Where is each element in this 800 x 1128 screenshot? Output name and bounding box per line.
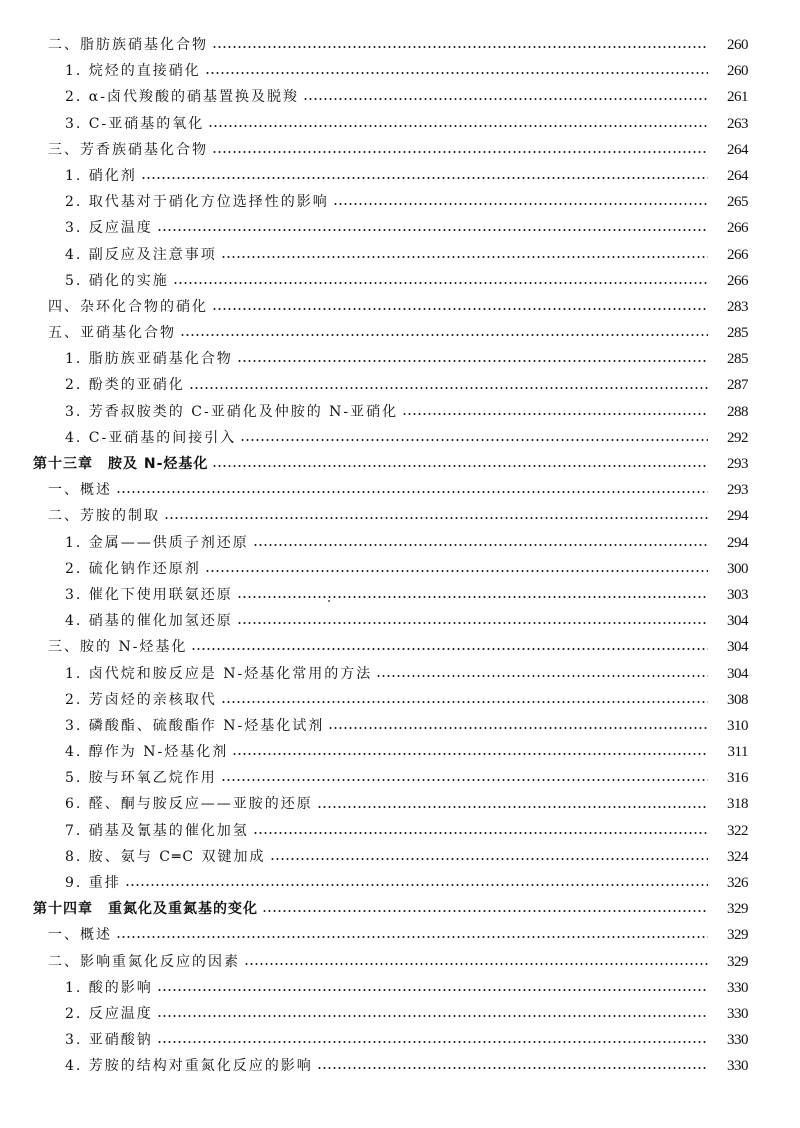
- dot-leader: [303, 98, 708, 100]
- toc-entry-title: 2. α-卤代羧酸的硝基置换及脱羧: [65, 84, 303, 110]
- dot-leader: [262, 910, 708, 912]
- dot-leader: [116, 936, 708, 938]
- dot-leader: [157, 1015, 708, 1017]
- toc-entry-title: 1. 烷烃的直接硝化: [65, 58, 205, 84]
- dot-leader: [237, 360, 708, 362]
- toc-entry: [0, 111, 800, 137]
- toc-entry-title: 二、影响重氮化反应的因素: [48, 949, 244, 975]
- toc-entry-title: 4. 硝基的催化加氢还原: [65, 608, 237, 634]
- dot-leader: [212, 465, 708, 467]
- toc-entry-title: 2. 取代基对于硝化方位选择性的影响: [65, 189, 333, 215]
- toc-entry-page: 330: [727, 979, 748, 996]
- toc-entry-title: 一、概述: [48, 477, 116, 503]
- dot-leader: [237, 596, 708, 598]
- toc-entry: [0, 634, 800, 660]
- toc-entry-title: 1. 金属——供质子剂还原: [65, 530, 253, 556]
- toc-entry-page: 263: [727, 115, 748, 132]
- toc-entry-page: 318: [727, 796, 748, 813]
- toc-entry: [0, 294, 800, 320]
- toc-entry-page: 287: [727, 377, 748, 394]
- dot-leader: [253, 544, 708, 546]
- toc-entry-title: 3. 磷酸酯、硫酸酯作 N-烃基化试剂: [65, 713, 328, 739]
- toc-entry-page: 304: [727, 613, 748, 630]
- toc-entry: [0, 765, 800, 791]
- dot-leader: [317, 806, 708, 808]
- toc-entry-page: 303: [727, 586, 748, 603]
- toc-entry-page: 324: [727, 848, 748, 865]
- toc-entry-page: 308: [727, 691, 748, 708]
- toc-entry-page: 285: [727, 325, 748, 342]
- dot-leader: [189, 387, 708, 389]
- toc-chapter-entry: [0, 896, 800, 922]
- dot-leader: [212, 46, 708, 48]
- toc-entry-title: 4. 醇作为 N-烃基化剂: [65, 739, 232, 765]
- toc-entry-page: 326: [727, 875, 748, 891]
- toc-entry-title: 5. 硝化的实施: [65, 268, 173, 294]
- dot-leader: [221, 779, 708, 781]
- toc-entry-page: 304: [727, 639, 748, 656]
- dot-leader: [402, 413, 708, 415]
- toc-entry-title: 一、概述: [48, 922, 116, 948]
- toc-entry-page: 330: [727, 1058, 748, 1075]
- chapter-title: 第十四章 重氮化及重氮基的变化: [33, 896, 262, 922]
- toc-entry-page: 266: [727, 246, 748, 263]
- dot-leader: [212, 151, 708, 153]
- dot-leader: [157, 229, 708, 231]
- toc-entry: [0, 661, 800, 687]
- toc-entry-page: 285: [727, 351, 748, 368]
- toc-entry-title: 二、脂肪族硝基化合物: [48, 32, 212, 58]
- toc-entry-title: 1. 脂肪族亚硝基化合物: [65, 346, 237, 372]
- dot-leader: [270, 858, 708, 860]
- toc-entry: [0, 84, 800, 110]
- dot-leader: [240, 439, 708, 441]
- toc-entry: [0, 399, 800, 425]
- chapter-title: 第十三章 胺及 N-烃基化: [33, 451, 212, 477]
- toc-entry: [0, 791, 800, 817]
- toc-entry: [0, 58, 800, 84]
- dot-leader: [221, 701, 708, 703]
- toc-entry-page: 283: [727, 298, 748, 315]
- toc-entry-page: 294: [727, 508, 748, 525]
- toc-entry-page: 330: [727, 1005, 748, 1022]
- toc-entry: [0, 32, 800, 58]
- dot-leader: [173, 282, 708, 284]
- toc-entry-page: 261: [727, 89, 748, 106]
- toc-entry: [0, 556, 800, 582]
- toc-entry: [0, 346, 800, 372]
- table-of-contents: [0, 32, 800, 1080]
- dot-leader: [212, 308, 708, 310]
- toc-entry-page: 294: [727, 534, 748, 551]
- toc-entry-title: 5. 胺与环氧乙烷作用: [65, 765, 221, 791]
- toc-entry: [0, 503, 800, 529]
- toc-entry-title: 1. 硝化剂: [65, 163, 141, 189]
- toc-entry: [0, 844, 800, 870]
- toc-entry: [0, 137, 800, 163]
- toc-entry-title: 4. 副反应及注意事项: [65, 242, 221, 268]
- toc-entry: [0, 1027, 800, 1053]
- toc-entry-page: 330: [727, 1032, 748, 1049]
- toc-entry-page: 300: [727, 560, 748, 577]
- toc-entry: [0, 530, 800, 556]
- dot-leader: [157, 1041, 708, 1043]
- toc-entry-page: 329: [727, 901, 748, 918]
- toc-entry: [0, 582, 800, 608]
- toc-entry: [0, 320, 800, 346]
- toc-entry-page: 293: [727, 456, 748, 472]
- toc-entry-page: 329: [727, 953, 748, 970]
- dot-leader: [333, 203, 708, 205]
- toc-entry-title: 三、芳香族硝基化合物: [48, 137, 212, 163]
- dot-leader: [191, 648, 708, 650]
- toc-entry-page: 260: [727, 63, 748, 80]
- toc-entry-title: 2. 芳卤烃的亲核取代: [65, 687, 221, 713]
- toc-entry: [0, 870, 800, 896]
- toc-entry: [0, 1001, 800, 1027]
- toc-entry-page: 264: [727, 141, 748, 158]
- toc-entry-title: 3. 催化下使用联氨还原: [65, 582, 237, 608]
- dot-leader: [205, 72, 708, 74]
- toc-entry-page: 264: [727, 167, 748, 184]
- toc-entry-title: 二、芳胺的制取: [48, 503, 164, 529]
- toc-entry-page: 316: [727, 770, 748, 787]
- dot-leader: [317, 1067, 708, 1069]
- toc-entry-title: 3. 亚硝酸钠: [65, 1027, 157, 1053]
- dot-leader: [141, 177, 708, 179]
- toc-entry: [0, 922, 800, 948]
- toc-chapter-entry: [0, 451, 800, 477]
- toc-entry: [0, 818, 800, 844]
- dot-leader: [208, 125, 708, 127]
- toc-entry: [0, 425, 800, 451]
- toc-entry: [0, 163, 800, 189]
- dot-leader: [244, 963, 708, 965]
- toc-entry-page: 311: [727, 744, 748, 761]
- toc-entry-page: 329: [727, 927, 748, 944]
- toc-entry-page: 266: [727, 220, 748, 237]
- toc-entry-page: 265: [727, 194, 748, 211]
- dot-leader: [237, 622, 708, 624]
- toc-entry: [0, 949, 800, 975]
- dot-leader: [116, 491, 708, 493]
- toc-entry-title: 6. 醛、酮与胺反应——亚胺的还原: [65, 791, 317, 817]
- toc-entry-title: 2. 硫化钠作还原剂: [65, 556, 205, 582]
- dot-leader: [328, 727, 708, 729]
- toc-entry-title: 2. 酚类的亚硝化: [65, 372, 189, 398]
- toc-entry-title: 1. 卤代烷和胺反应是 N-烃基化常用的方法: [65, 661, 376, 687]
- toc-entry-title: 三、胺的 N-烃基化: [48, 634, 191, 660]
- toc-entry: [0, 372, 800, 398]
- toc-entry-title: 3. C-亚硝基的氧化: [65, 111, 208, 137]
- toc-entry: [0, 268, 800, 294]
- toc-entry-title: 3. 芳香叔胺类的 C-亚硝化及仲胺的 N-亚硝化: [65, 399, 402, 425]
- toc-entry-page: 266: [727, 272, 748, 289]
- dot-leader: [180, 334, 708, 336]
- dot-leader: [157, 989, 708, 991]
- toc-entry-title: 3. 反应温度: [65, 215, 157, 241]
- dot-leader: [221, 256, 708, 258]
- toc-entry: [0, 215, 800, 241]
- toc-entry: [0, 1053, 800, 1079]
- toc-entry-page: 292: [727, 429, 748, 446]
- toc-entry-page: 293: [727, 482, 748, 499]
- toc-entry: [0, 608, 800, 634]
- toc-entry: [0, 975, 800, 1001]
- toc-entry-page: 260: [727, 37, 748, 53]
- toc-entry-page: 310: [727, 717, 748, 734]
- toc-entry: [0, 739, 800, 765]
- toc-entry: [0, 189, 800, 215]
- toc-entry: [0, 687, 800, 713]
- dot-leader: [125, 884, 708, 886]
- toc-entry-page: 304: [727, 665, 748, 682]
- toc-entry-page: 322: [727, 822, 748, 839]
- toc-entry-page: 288: [727, 403, 748, 420]
- toc-entry: [0, 713, 800, 739]
- toc-entry-title: 8. 胺、氨与 C═C 双键加成: [65, 844, 270, 870]
- toc-entry-title: 4. C-亚硝基的间接引入: [65, 425, 240, 451]
- toc-entry-title: 五、亚硝基化合物: [48, 320, 180, 346]
- toc-entry: [0, 242, 800, 268]
- dot-leader: [376, 675, 708, 677]
- dot-leader: [164, 517, 708, 519]
- scan-speck: [328, 600, 330, 602]
- dot-leader: [232, 753, 708, 755]
- toc-entry-title: 9. 重排: [65, 870, 125, 896]
- toc-entry-title: 四、杂环化合物的硝化: [48, 294, 212, 320]
- dot-leader: [253, 832, 708, 834]
- toc-entry: [0, 477, 800, 503]
- toc-entry-title: 4. 芳胺的结构对重氮化反应的影响: [65, 1053, 317, 1079]
- toc-entry-title: 7. 硝基及氰基的催化加氢: [65, 818, 253, 844]
- toc-entry-title: 1. 酸的影响: [65, 975, 157, 1001]
- dot-leader: [205, 570, 708, 572]
- toc-entry-title: 2. 反应温度: [65, 1001, 157, 1027]
